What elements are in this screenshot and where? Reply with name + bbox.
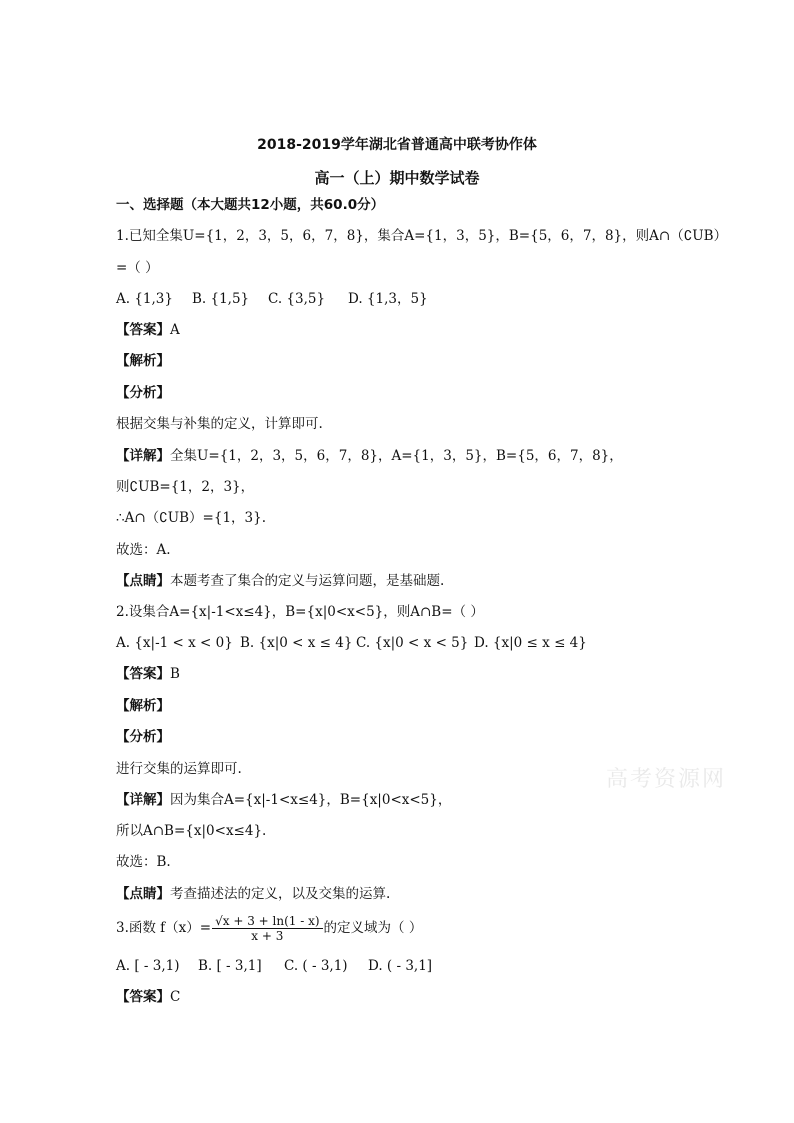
q3-option-d: D. ( - 3,1] [368,958,433,974]
q2-comment-label: 【点睛】 [116,886,170,902]
q1-detail-label: 【详解】 [116,448,170,464]
q2-fenxi: 进行交集的运算即可. [116,761,242,777]
q3-options [116,957,476,975]
q1-comment-label: 【点睛】 [116,573,170,589]
q2-options [116,634,596,652]
q2-choose: 故选：B. [116,854,171,870]
watermark: 高考资源网 [606,767,727,792]
q3-option-b: B. [ - 3,1] [198,958,262,974]
q2-comment-text: 考查描述法的定义，以及交集的运算. [170,886,391,902]
q1-answer [116,321,180,339]
q1-answer-value: A [170,322,180,338]
q2-detail-label: 【详解】 [116,792,170,808]
q1-option-b: B. {1,5} [192,291,250,307]
q1-option-a: A. {1,3} [116,291,173,307]
q2-option-d: D. {x|0 ≤ x ≤ 4} [474,635,587,651]
q3-option-a: A. [ - 3,1) [116,958,180,974]
q1-comment [116,572,444,590]
section-heading: 一、选择题（本大题共12小题，共60.0分） [116,197,385,213]
q3-denominator: x + 3 [251,929,284,943]
q1-options [116,290,516,308]
q3-stem [116,910,422,946]
q1-fenxi-label: 【分析】 [116,385,170,401]
q2-comment [116,885,390,903]
q3-answer [116,988,180,1006]
q1-choose: 故选：A. [116,542,171,558]
q3-numerator: √x + 3 + ln(1 - x) [212,914,322,929]
q2-detail-text: 因为集合A={x|-1<x≤4}，B={x|0<x<5}， [170,792,452,808]
q3-stem-prefix: 3.函数 f（x）= [116,920,212,936]
q1-jiexi: 【解析】 [116,353,170,369]
q3-answer-value: C [170,989,181,1005]
q2-option-a: A. {x|-1 < x < 0} [116,635,233,651]
exam-title-line1: 2018-2019学年湖北省普通高中联考协作体 [257,137,537,153]
q1-option-c: C. {3,5} [268,291,326,307]
q2-fenxi-label: 【分析】 [116,729,170,745]
q1-detail-text: 全集U={1，2，3，5，6，7，8}，A={1，3，5}，B={5，6，7，8}， [170,448,623,464]
q1-detail2: 则∁UB={1，2，3}， [116,479,255,495]
q3-stem-suffix: 的定义域为（ ） [323,920,423,936]
q3-option-c: C. ( - 3,1) [284,958,348,974]
q2-stem: 2.设集合A={x|-1<x≤4}，B={x|0<x<5}，则A∩B=（ ） [116,604,484,620]
q1-detail3: ∴A∩（∁UB）={1，3}. [116,510,266,526]
q1-stem-cont: =（ ） [116,260,159,276]
q2-answer-label: 【答案】 [116,666,170,682]
q1-fenxi: 根据交集与补集的定义，计算即可. [116,416,323,432]
q2-option-b: B. {x|0 < x ≤ 4} [240,635,353,651]
q1-stem: 1.已知全集U={1，2，3，5，6，7，8}，集合A={1，3，5}，B={5，6，7，8}，则A∩（∁UB） [116,228,728,244]
q3-fraction [212,914,322,943]
q2-jiexi: 【解析】 [116,698,170,714]
q3-answer-label: 【答案】 [116,989,170,1005]
q1-detail [116,447,623,465]
q2-answer [116,665,180,683]
exam-title-line2: 高一（上）期中数学试卷 [314,169,480,187]
q1-option-d: D. {1,3，5} [348,291,428,307]
q2-detail2: 所以A∩B={x|0<x≤4}. [116,823,267,839]
q1-answer-label: 【答案】 [116,322,170,338]
q2-option-c: C. {x|0 < x < 5} [356,635,469,651]
q2-answer-value: B [170,666,180,682]
q1-comment-text: 本题考查了集合的定义与运算问题，是基础题. [170,573,445,589]
q2-detail [116,791,451,809]
